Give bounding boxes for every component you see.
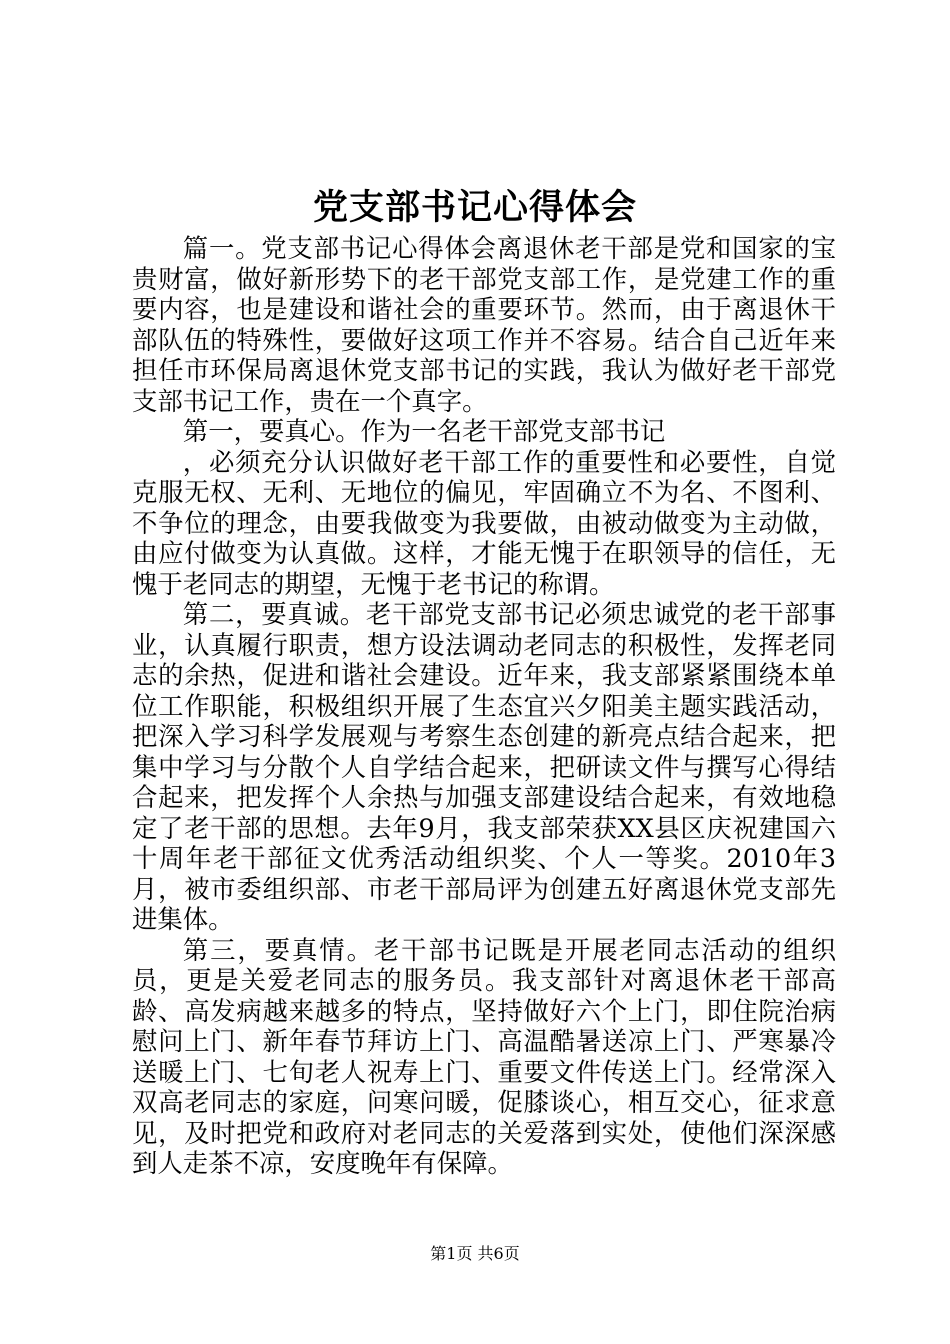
paragraph-3: ，必须充分认识做好老干部工作的重要性和必要性，自觉克服无权、无利、无地位的偏见，牢固确立不为名、不图利、不争位的理念，由要我做变为我要做，由被动做变为主动做，由应付做变为认真做。这样，才能无愧于在职领导的信任，无愧于老同志的期望，无愧于老书记的称谓。 bbox=[132, 446, 836, 599]
paragraph-1: 篇一。党支部书记心得体会离退休老干部是党和国家的宝贵财富，做好新形势下的老干部党支部工作，是党建工作的重要内容，也是建设和谐社会的重要环节。然而，由于离退休干部队伍的特殊性，要做好这项工作并不容易。结合自己近年来担任市环保局离退休党支部书记的实践，我认为做好老干部党支部书记工作，贵在一个真字。 bbox=[132, 233, 836, 416]
page-footer: 第1页 共6页 bbox=[430, 1244, 520, 1263]
paragraph-4: 第二，要真诚。老干部党支部书记必须忠诚党的老干部事业，认真履行职责，想方设法调动老同志的积极性，发挥老同志的余热，促进和谐社会建设。近年来，我支部紧紧围绕本单位工作职能，积极组织开展了生态宜兴夕阳美主题实践活动，把深入学习科学发展观与考察生态创建的新亮点结合起来，把集中学习与分散个人自学结合起来，把研读文件与撰写心得结合起来，把发挥个人余热与加强支部建设结合起来，有效地稳定了老干部的思想。去年9月，我支部荣获XX县区庆祝建国六十周年老干部征文优秀活动组织奖、个人一等奖。2010年3月，被市委组织部、市老干部局评为创建五好离退休党支部先进集体。 bbox=[132, 599, 836, 934]
document-title: 党支部书记心得体会 bbox=[312, 187, 637, 228]
paragraph-2: 第一，要真心。作为一名老干部党支部书记 bbox=[182, 416, 666, 446]
paragraph-5: 第三，要真情。老干部书记既是开展老同志活动的组织员，更是关爱老同志的服务员。我支部针对离退休老干部高龄、高发病越来越多的特点，坚持做好六个上门，即住院治病慰问上门、新年春节拜访上门、高温酷暑送凉上门、严寒暴冷送暖上门、七旬老人祝寿上门、重要文件传送上门。经常深入双高老同志的家庭，问寒问暖，促膝谈心，相互交心，征求意见，及时把党和政府对老同志的关爱落到实处，使他们深深感到人走茶不凉，安度晚年有保障。 bbox=[132, 934, 836, 1178]
document-body bbox=[132, 233, 836, 1179]
